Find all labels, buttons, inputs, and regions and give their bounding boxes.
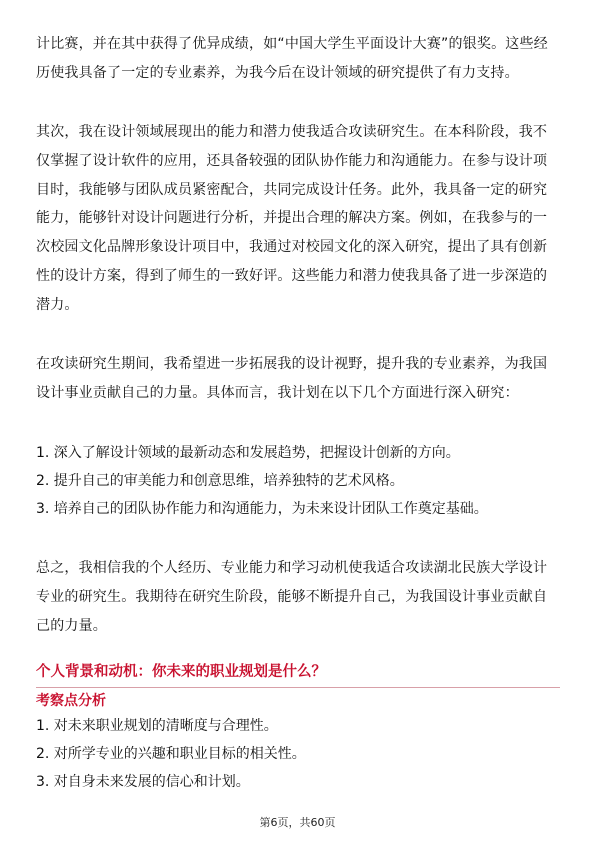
analysis-label: 考察点分析 [36,693,106,709]
plan-item-1: 1. 深入了解设计领域的最新动态和发展趋势，把握设计创新的方向。 [36,445,460,461]
text-line: 计比赛，并在其中获得了优异成绩，如“中国大学生平面设计大赛”的银奖。这些经 [36,36,548,52]
plan-item-2: 2. 提升自己的审美能力和创意思维，培养独特的艺术风格。 [36,473,404,489]
question-divider [36,687,560,688]
text-line: 仅掌握了设计软件的应用，还具备较强的团队协作能力和沟通能力。在参与设计项 [36,152,548,169]
analysis-item-1: 1. 对未来职业规划的清晰度与合理性。 [36,718,278,734]
text-line: 能力，能够针对设计问题进行分析，并提出合理的解决方案。例如，在我参与的一 [36,210,548,227]
text-line: 设计事业贡献自己的力量。具体而言，我计划在以下几个方面进行深入研究： [36,384,519,401]
text-line: 潜力。 [36,296,79,313]
text-line: 其次，我在设计领域展现出的能力和潜力使我适合攻读研究生。在本科阶段，我不 [36,124,548,140]
paragraph-conclusion [36,554,560,640]
text-line: 次校园文化品牌形象设计项目中，我通过对校园文化的深入研究，提出了具有创新 [36,239,548,256]
plan-item-3: 3. 培养自己的团队协作能力和沟通能力，为未来设计团队工作奠定基础。 [36,501,488,517]
analysis-item-2: 2. 对所学专业的兴趣和职业目标的相关性。 [36,746,306,762]
paragraph-study-plan [36,350,560,408]
text-line: 在攻读研究生期间，我希望进一步拓展我的设计视野，提升我的专业素养，为我国 [36,356,548,372]
text-line: 专业的研究生。我期待在研究生阶段，能够不断提升自己，为我国设计事业贡献自 [36,588,548,605]
text-line: 总之，我相信我的个人经历、专业能力和学习动机使我适合攻读湖北民族大学设计 [36,560,548,576]
text-line: 历使我具备了一定的专业素养，为我今后在设计领域的研究提供了有力支持。 [36,64,519,81]
text-line: 己的力量。 [36,617,107,634]
text-line: 性的设计方案，得到了师生的一致好评。这些能力和潜力使我具备了进一步深造的 [36,267,548,284]
paragraph-competition [36,30,560,88]
question-heading: 个人背景和动机：你未来的职业规划是什么？ [36,664,326,680]
text-line: 目时，我能够与团队成员紧密配合，共同完成设计任务。此外，我具备一定的研究 [36,181,548,198]
page-number: 第6页，共60页 [259,816,336,829]
paragraph-abilities [36,118,560,320]
analysis-item-3: 3. 对自身未来发展的信心和计划。 [36,774,250,790]
